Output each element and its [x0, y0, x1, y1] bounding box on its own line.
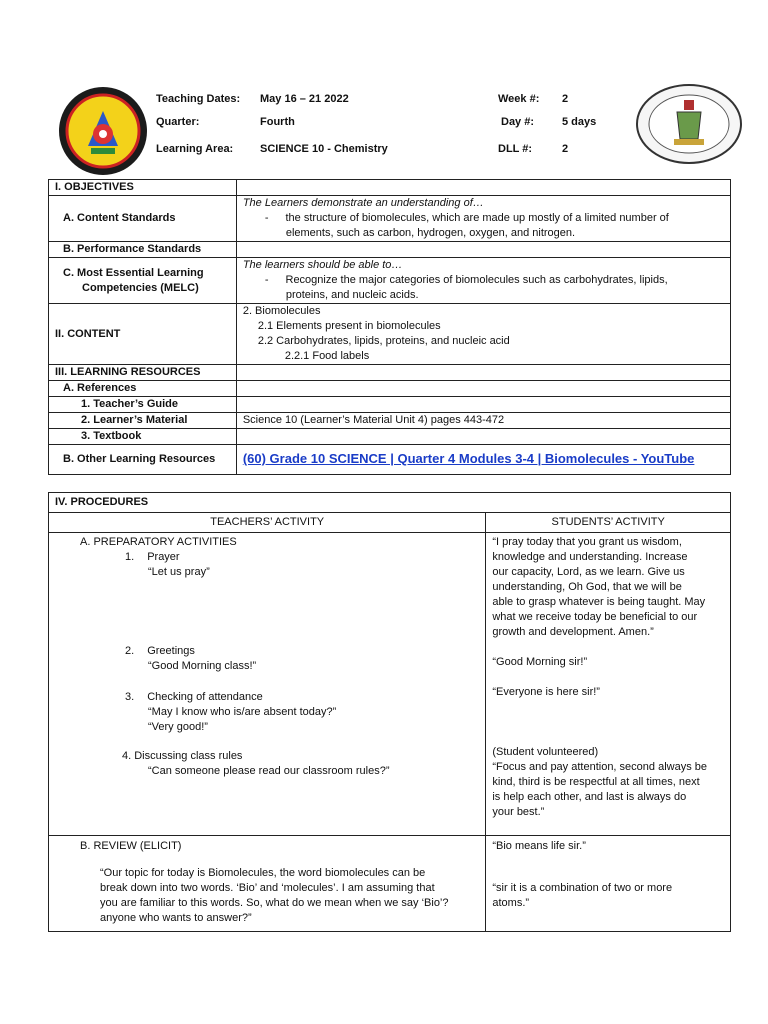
quarter-value: Fourth — [260, 116, 295, 128]
student-atoms-2: atoms.” — [492, 897, 530, 909]
performance-standards-label: B. Performance Standards — [49, 242, 237, 258]
review-teacher-cell — [49, 836, 486, 932]
melc-label-line-1: C. Most Essential Learning — [63, 266, 204, 279]
greetings-label: Greetings — [147, 645, 195, 657]
week-value: 2 — [562, 93, 569, 105]
school-seal-logo — [636, 84, 742, 164]
melc-intro: The learners should be able to… — [242, 259, 403, 271]
resources-heading: III. LEARNING RESOURCES — [49, 365, 237, 381]
melc-line-2: proteins, and nucleic acids. — [285, 289, 419, 301]
student-prayer-5: able to grasp whatever is being taught. May — [492, 596, 706, 608]
student-prayer-7: growth and development. Amen.” — [492, 626, 654, 638]
review-text-3: you are familiar to this words. So, what do we mean when we say ‘Bio’? — [100, 897, 449, 909]
review-text-2: break down into two words. ‘Bio’ and ‘molecules’. I am assuming that — [100, 882, 435, 894]
dll-label: DLL #: — [498, 143, 533, 155]
greetings-number: 2. — [125, 645, 135, 657]
content-standards-label: A. Content Standards — [49, 196, 237, 242]
content-standards-cell — [236, 196, 730, 242]
teachers-activity-header: TEACHERS’ ACTIVITY — [49, 513, 486, 533]
greetings-quote: “Good Morning class!” — [148, 660, 257, 672]
rules-label: 4. Discussing class rules — [122, 750, 243, 762]
prayer-quote: “Let us pray” — [148, 566, 210, 578]
content-cell — [236, 304, 730, 365]
week-label: Week #: — [498, 93, 540, 105]
procedures-heading: IV. PROCEDURES — [49, 493, 731, 513]
melc-label — [49, 258, 237, 304]
student-prayer-3: our capacity, Lord, as we learn. Give us — [492, 566, 685, 578]
science-department-logo — [58, 86, 148, 176]
student-prayer-4: understanding, Oh God, that we will be — [492, 581, 682, 593]
attendance-label: Checking of attendance — [147, 691, 263, 703]
preparatory-heading: A. PREPARATORY ACTIVITIES — [80, 536, 237, 548]
content-standards-bullet-1: the structure of biomolecules, which are made up mostly of a limited number of — [285, 212, 669, 224]
procedures-table — [48, 492, 731, 932]
melc-label-line-2: Competencies (MELC) — [82, 281, 199, 294]
student-prayer-1: “I pray today that you grant us wisdom, — [492, 536, 682, 548]
melc-cell — [236, 258, 730, 304]
teaching-dates-label: Teaching Dates: — [156, 93, 241, 105]
objectives-table — [48, 179, 731, 475]
attendance-quote-2: “Very good!” — [148, 721, 208, 733]
learners-material-value: Science 10 (Learner’s Material Unit 4) pages 443-472 — [236, 413, 730, 429]
prayer-number: 1. — [125, 551, 135, 563]
student-rules-4: your best.” — [492, 806, 545, 818]
preparatory-student-cell — [486, 533, 731, 836]
attendance-quote-1: “May I know who is/are absent today?” — [148, 706, 337, 718]
student-bio: “Bio means life sir.” — [492, 840, 586, 852]
learning-area-label: Learning Area: — [156, 143, 234, 155]
content-line-3: 2.2 Carbohydrates, lipids, proteins, and nucleic acid — [257, 335, 510, 347]
student-rules-3: is help each other, and last is always do — [492, 791, 687, 803]
content-heading: II. CONTENT — [49, 304, 237, 365]
student-rules-2: kind, third is be respectful at all times, next — [492, 776, 700, 788]
review-heading: B. REVIEW (ELICIT) — [80, 840, 182, 852]
rules-quote: “Can someone please read our classroom rules?” — [148, 765, 390, 777]
student-atoms-1: “sir it is a combination of two or more — [492, 882, 673, 894]
day-label: Day #: — [501, 116, 535, 128]
content-standards-bullet-2: elements, such as carbon, hydrogen, oxygen, and nitrogen. — [285, 227, 576, 239]
youtube-resource-link[interactable]: (60) Grade 10 SCIENCE | Quarter 4 Modules 3-4 | Biomolecules - YouTube — [242, 451, 695, 466]
content-standards-intro: The Learners demonstrate an understanding of… — [242, 197, 484, 209]
other-resources-label: B. Other Learning Resources — [49, 445, 237, 475]
students-activity-header: STUDENTS’ ACTIVITY — [486, 513, 731, 533]
objectives-heading: I. OBJECTIVES — [49, 180, 237, 196]
dash-bullet: - — [264, 274, 269, 286]
teaching-dates-value: May 16 – 21 2022 — [260, 93, 349, 105]
textbook-label: 3. Textbook — [49, 429, 237, 445]
student-prayer-2: knowledge and understanding. Increase — [492, 551, 688, 563]
review-text-4: anyone who wants to answer?” — [100, 912, 252, 924]
student-volunteer: (Student volunteered) — [492, 746, 599, 758]
content-line-1: 2. Biomolecules — [242, 305, 321, 317]
content-line-2: 2.1 Elements present in biomolecules — [257, 320, 441, 332]
student-attendance: “Everyone is here sir!” — [492, 686, 600, 698]
content-line-4: 2.2.1 Food labels — [284, 350, 370, 362]
melc-line-1: Recognize the major categories of biomolecules such as carbohydrates, lipids, — [285, 274, 668, 286]
learners-material-label: 2. Learner’s Material — [49, 413, 237, 429]
review-text-1: “Our topic for today is Biomolecules, the word biomolecules can be — [100, 867, 426, 879]
day-value: 5 days — [562, 116, 597, 128]
teachers-guide-label: 1. Teacher’s Guide — [49, 397, 237, 413]
preparatory-teacher-cell — [49, 533, 486, 836]
dll-value: 2 — [562, 143, 569, 155]
references-label: A. References — [49, 381, 237, 397]
quarter-label: Quarter: — [156, 116, 200, 128]
student-rules-1: “Focus and pay attention, second always be — [492, 761, 707, 773]
prayer-label: Prayer — [147, 551, 180, 563]
student-greeting: “Good Morning sir!” — [492, 656, 588, 668]
student-prayer-6: what we receive today be beneficial to our — [492, 611, 698, 623]
review-student-cell — [486, 836, 731, 932]
dash-bullet: - — [264, 212, 269, 224]
attendance-number: 3. — [125, 691, 135, 703]
learning-area-value: SCIENCE 10 - Chemistry — [260, 143, 388, 155]
